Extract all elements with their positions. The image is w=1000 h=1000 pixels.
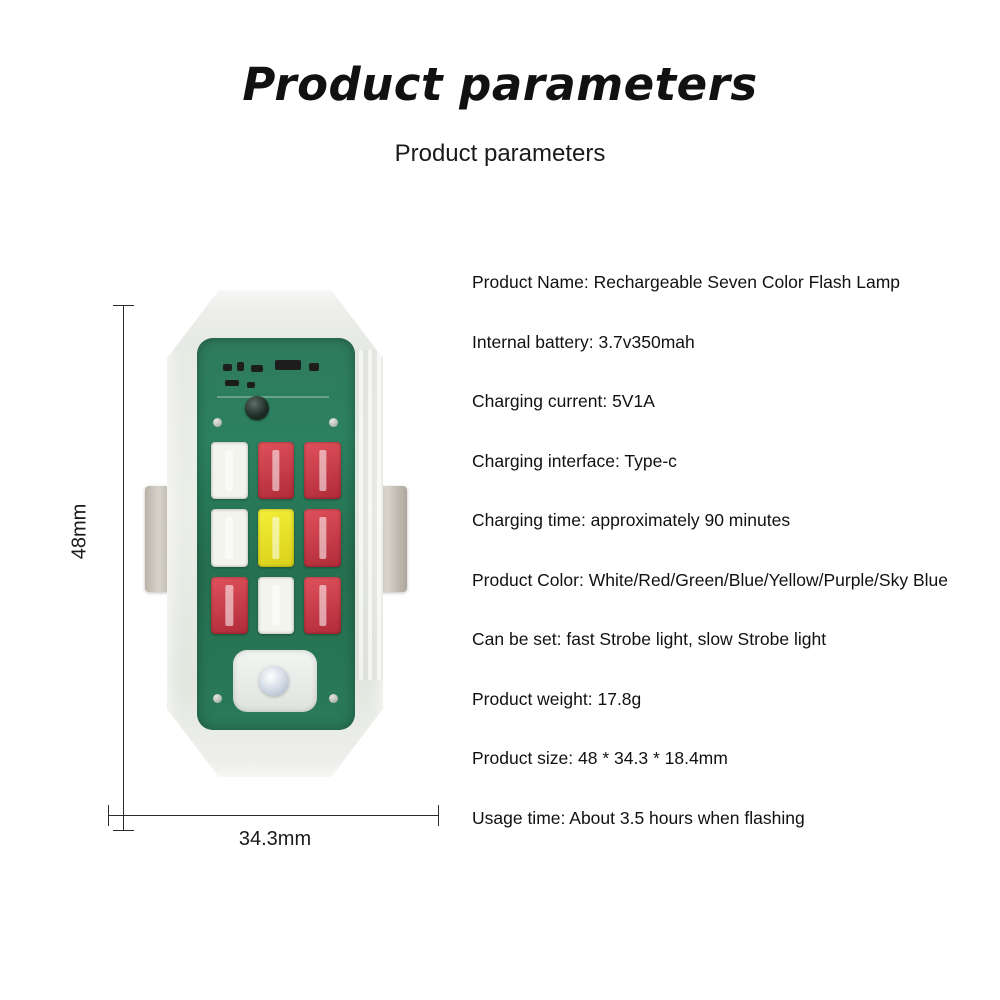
solder-pad [329,418,338,427]
led-array [211,442,341,634]
spec-item-charging-interface: Charging interface: Type-c [472,450,677,471]
product-image [60,270,460,890]
led-cell [304,442,341,499]
power-button [233,650,317,712]
height-dimension-cap-bottom [113,830,134,831]
spec-item-modes: Can be set: fast Strobe light, slow Strobe light [472,629,827,649]
solder-pad [213,418,222,427]
led-cell [258,577,295,634]
solder-pad [213,694,222,703]
specification-list [472,272,992,867]
height-dimension-cap-top [113,305,134,306]
width-dimension-cap-left [108,805,109,826]
spec-item-product-size: Product size: 48 * 34.3 * 18.4mm [472,748,728,768]
pcb-components [217,356,335,408]
solder-pad [329,694,338,703]
power-button-dot [259,666,289,696]
spec-item-usage-time: Usage time: About 3.5 hours when flashing [472,807,805,828]
led-cell [258,509,295,566]
page-subtitle: Product parameters [394,140,606,167]
spec-item-charging-current: Charging current: 5V1A [472,391,655,411]
spec-item-internal-battery: Internal battery: 3.7v350mah [472,331,695,352]
spec-item-charging-time: Charging time: approximately 90 minutes [472,510,791,530]
flash-lamp-device [145,290,405,785]
spec-item-product-name: Product Name: Rechargeable Seven Color Flash Lamp [472,272,900,292]
led-cell [304,509,341,566]
led-cell [211,577,248,634]
led-cell [304,577,341,634]
width-dimension-line [108,815,438,816]
led-cell [211,442,248,499]
led-cell [258,442,295,499]
spec-item-product-color: Product Color: White/Red/Green/Blue/Yellow/Purple/Sky Blue [472,569,948,590]
spec-item-product-weight: Product weight: 17.8g [472,688,642,709]
height-dimension-line [123,305,124,830]
page-title: Product parameters [242,58,758,111]
led-cell [211,509,248,566]
sensor-dome [245,396,269,420]
width-dimension-label: 34.3mm [238,828,312,850]
circuit-board [197,338,355,730]
height-dimension-label: 48mm [68,503,91,560]
width-dimension-cap-right [438,805,439,826]
